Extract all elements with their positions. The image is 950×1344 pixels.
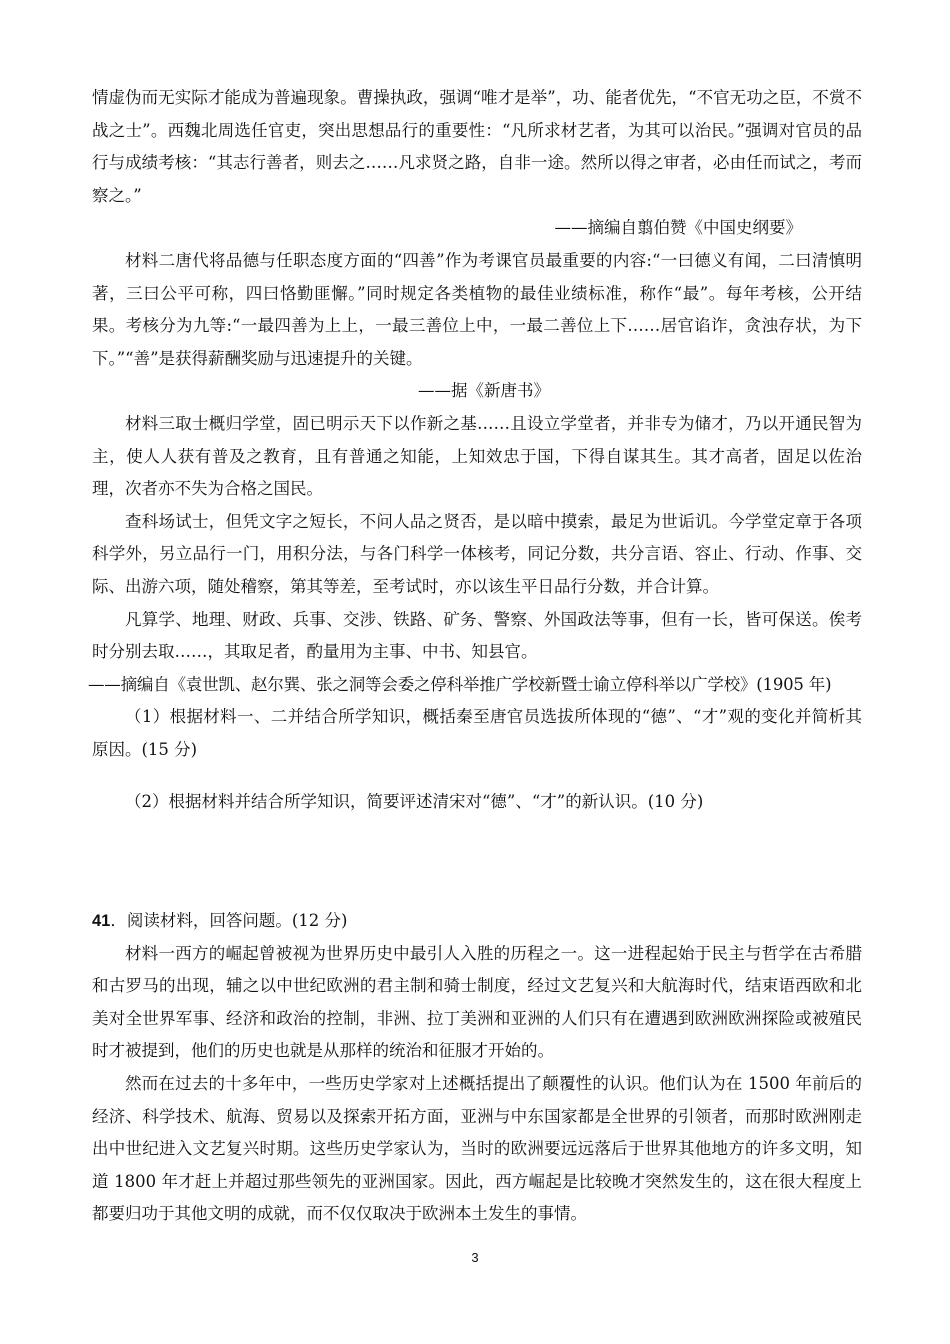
question-41-heading [92,905,862,938]
material2-source: ——据《新唐书》 [418,381,550,401]
question-2: （2）根据材料并结合所学知识，简要评述清宋对“德”、“才”的新认识。(10 分) [125,792,704,812]
page-number: 3 [471,1250,479,1265]
material3-source: ——摘编自《袁世凯、赵尔巽、张之洞等会委之停科举推广学校新暨士谕立停科举以广学校》(1905 年) [88,674,832,694]
material3-para2: 查科场试士，但凭文字之短长，不问人品之贤否，是以暗中摸索，最足为世诟讥。今学堂定章于各项科学外，另立品行一门，用积分法，与各门科学一体核考，同记分数，共分言语、容止、行动、作事、交际、出游六项，随处稽察，第其等差，至考试时，亦以该生平日品行分数，并合计算。 [92,511,862,596]
material3-para3: 凡算学、地理、财政、兵事、交涉、铁路、矿务、警察、外国政法等事，但有一长，皆可保送。俟考时分别去取……，其取足者，酌量用为主事、中书、知县官。 [92,609,862,662]
material1-source: ——摘编自翦伯赞《中国史纲要》 [554,218,802,238]
question-41-title: ．阅读材料，回答问题。(12 分) [110,911,348,931]
question-1: （1）根据材料一、二并结合所学知识，概括秦至唐官员选拔所体现的“德”、“才”观的变化并简析其原因。(15 分) [92,707,862,759]
material3-para1: 材料三取士概归学堂，固已明示天下以作新之基……且设立学堂者，并非专为储才，乃以开通民智为主，使人人获有普及之教育，且有普通之知能，上知效忠于国，下得自谋其生。其才高者，固足以佐治理，次者亦不失为合格之国民。 [92,413,862,499]
material2-text: 材料二唐代将品德与任职态度方面的“四善”作为考课官员最重要的内容:“一曰德义有闻，二曰清慎明著，三曰公平可称，四曰恪勤匪懈。”同时规定各类植物的最佳业绩标准，称作“最”。每年考核，公开结果。考核分为九等:“一最四善为上上，一最三善位上中，一最二善位上下……居官谄诈，贪浊存状，为下下。”“善”是获得薪酬奖励与迅速提升的关键。 [92,250,862,368]
document-body [88,82,862,1231]
question-41-number: 41 [92,912,111,931]
question-41-material1: 材料一西方的崛起曾被视为世界历史中最引人入胜的历程之一。这一进程起始于民主与哲学在古希腊和古罗马的出现，辅之以中世纪欧洲的君主制和骑士制度，经过文艺复兴和大航海时代，结束语西欧和北美对全世界军事、经济和政治的控制，非洲、拉丁美洲和亚洲的人们只有在遭遇到欧洲欧洲探险或被殖民时才被提到，他们的历史也就是从那样的统治和征服才开始的。 [92,943,862,1061]
material1-continuation: 情虚伪而无实际才能成为普遍现象。曹操执政，强调“唯才是举”，功、能者优先，“不官无功之臣，不赏不战之士”。西魏北周选任官吏，突出思想品行的重要性：“凡所求材艺者，为其可以治民。”强调对官员的品行与成绩考核：“其志行善者，则去之……凡求贤之路，自非一途。然所以得之审者，必由任而试之，考而察之。” [92,88,862,205]
answer-space [92,819,862,905]
question-41-material1-para2: 然而在过去的十多年中，一些历史学家对上述概括提出了颠覆性的认识。他们认为在 1500 年前后的经济、科学技术、航海、贸易以及探索开拓方面，亚洲与中东国家都是全世界的引领者，而那时欧洲刚走出中世纪进入文艺复兴时期。这些历史学家认为，当时的欧洲要远远落后于世界其他地方的许多文明，知道 1800 年才赶上并超过那些领先的亚洲国家。因此，西方崛起是比较晚才突然发生的，这在很大程度上都要归功于其他文明的成就，而不仅仅取决于欧洲本土发生的事情。 [92,1074,862,1224]
